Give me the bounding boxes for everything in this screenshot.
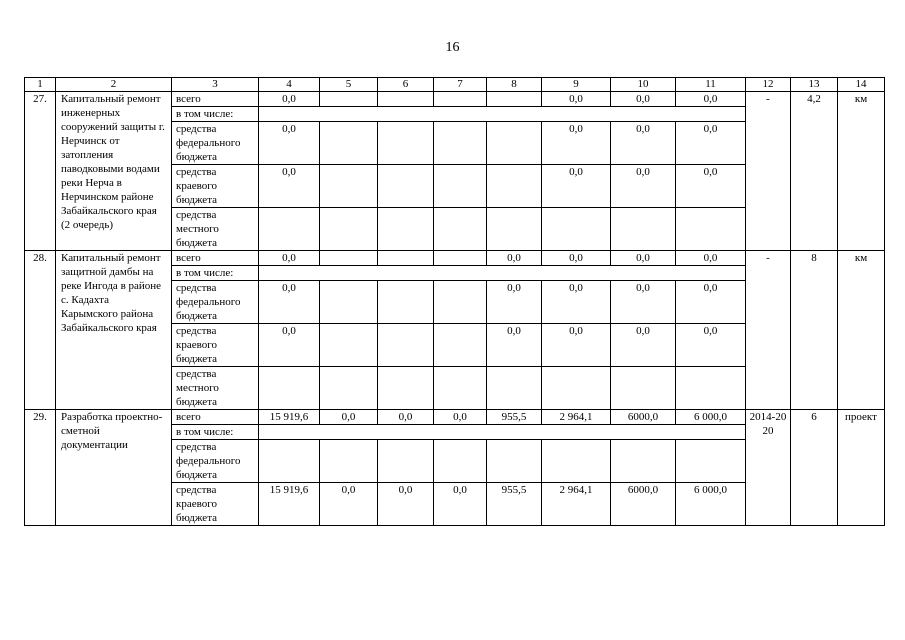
funding-source-label: в том числе:	[172, 425, 259, 440]
unit: км	[838, 251, 885, 410]
period: 2014-2020	[746, 410, 791, 526]
item-number: 28.	[25, 251, 56, 410]
value-col-4: 0,0	[259, 122, 320, 165]
value-col-9	[542, 367, 611, 410]
table-row	[25, 251, 885, 266]
value-col-4: 0,0	[259, 324, 320, 367]
value-col-6	[378, 440, 434, 483]
value-col-8	[487, 165, 542, 208]
value-col-5	[320, 367, 378, 410]
column-header-8: 8	[487, 78, 542, 92]
value-col-11	[676, 208, 746, 251]
value-col-9: 2 964,1	[542, 410, 611, 425]
value-col-10: 0,0	[611, 281, 676, 324]
value-col-9: 0,0	[542, 122, 611, 165]
value-col-8: 0,0	[487, 281, 542, 324]
item-name: Капитальный ремонт защитной дамбы на реке Ингода в районе с. Кадахта Карымского района Забайкальского края	[56, 251, 172, 410]
value-col-9: 0,0	[542, 251, 611, 266]
value-col-7	[434, 251, 487, 266]
program-table	[24, 77, 885, 526]
column-header-12: 12	[746, 78, 791, 92]
value-col-11	[676, 367, 746, 410]
value-col-7: 0,0	[434, 410, 487, 425]
value-col-5	[320, 92, 378, 107]
value-col-4	[259, 367, 320, 410]
value-col-5	[320, 165, 378, 208]
column-header-13: 13	[791, 78, 838, 92]
funding-source-label: в том числе:	[172, 107, 259, 122]
funding-source-label: средства местного бюджета	[172, 367, 259, 410]
value-col-9: 0,0	[542, 165, 611, 208]
value-col-5: 0,0	[320, 410, 378, 425]
value-col-6	[378, 367, 434, 410]
value-col-7	[434, 324, 487, 367]
value-col-10: 0,0	[611, 251, 676, 266]
value-col-5	[320, 281, 378, 324]
funding-source-label: средства краевого бюджета	[172, 165, 259, 208]
value-col-8	[487, 92, 542, 107]
value-col-5: 0,0	[320, 483, 378, 526]
table-row	[25, 410, 885, 425]
value-col-10: 0,0	[611, 122, 676, 165]
value-col-7: 0,0	[434, 483, 487, 526]
value-col-11: 0,0	[676, 324, 746, 367]
value-col-10	[611, 440, 676, 483]
item-name: Разработка проектно-сметной документации	[56, 410, 172, 526]
table-row	[25, 92, 885, 107]
value-col-6	[378, 122, 434, 165]
value-col-5	[320, 208, 378, 251]
value-col-8: 0,0	[487, 324, 542, 367]
value-col-9	[542, 208, 611, 251]
column-header-3: 3	[172, 78, 259, 92]
value-col-9: 0,0	[542, 281, 611, 324]
capacity: 4,2	[791, 92, 838, 251]
value-col-7	[434, 281, 487, 324]
item-number: 27.	[25, 92, 56, 251]
value-col-10	[611, 208, 676, 251]
value-col-8	[487, 122, 542, 165]
value-col-6	[378, 251, 434, 266]
value-col-5	[320, 122, 378, 165]
funding-source-label: средства федерального бюджета	[172, 122, 259, 165]
value-col-11: 0,0	[676, 92, 746, 107]
value-col-6	[378, 165, 434, 208]
value-col-4: 0,0	[259, 281, 320, 324]
value-col-11: 0,0	[676, 251, 746, 266]
value-col-10: 0,0	[611, 324, 676, 367]
item-number: 29.	[25, 410, 56, 526]
value-col-7	[434, 440, 487, 483]
value-col-9	[542, 440, 611, 483]
value-col-6	[378, 92, 434, 107]
values-span	[259, 266, 746, 281]
unit: проект	[838, 410, 885, 526]
value-col-4	[259, 208, 320, 251]
column-header-4: 4	[259, 78, 320, 92]
column-header-1: 1	[25, 78, 56, 92]
value-col-6	[378, 281, 434, 324]
funding-source-label: всего	[172, 92, 259, 107]
value-col-7	[434, 367, 487, 410]
funding-source-label: средства местного бюджета	[172, 208, 259, 251]
period: -	[746, 251, 791, 410]
column-header-6: 6	[378, 78, 434, 92]
header-row	[25, 78, 885, 92]
value-col-6: 0,0	[378, 410, 434, 425]
value-col-5	[320, 324, 378, 367]
values-span	[259, 425, 746, 440]
value-col-10: 0,0	[611, 165, 676, 208]
funding-source-label: средства краевого бюджета	[172, 324, 259, 367]
value-col-11: 0,0	[676, 122, 746, 165]
values-span	[259, 107, 746, 122]
capacity: 6	[791, 410, 838, 526]
column-header-14: 14	[838, 78, 885, 92]
value-col-5	[320, 440, 378, 483]
value-col-8	[487, 440, 542, 483]
value-col-7	[434, 92, 487, 107]
value-col-7	[434, 122, 487, 165]
column-header-2: 2	[56, 78, 172, 92]
funding-source-label: всего	[172, 251, 259, 266]
column-header-11: 11	[676, 78, 746, 92]
value-col-8: 0,0	[487, 251, 542, 266]
unit: км	[838, 92, 885, 251]
value-col-9: 0,0	[542, 92, 611, 107]
value-col-6	[378, 208, 434, 251]
funding-source-label: средства федерального бюджета	[172, 440, 259, 483]
capacity: 8	[791, 251, 838, 410]
value-col-4: 15 919,6	[259, 410, 320, 425]
value-col-11	[676, 440, 746, 483]
value-col-4: 0,0	[259, 165, 320, 208]
value-col-4	[259, 440, 320, 483]
period: -	[746, 92, 791, 251]
value-col-10: 6000,0	[611, 483, 676, 526]
item-name: Капитальный ремонт инженерных сооружений защиты г. Нерчинск от затопления паводковыми водами реки Нерча в Нерчинском районе Забайкальского края (2 очередь)	[56, 92, 172, 251]
column-header-7: 7	[434, 78, 487, 92]
value-col-10: 6000,0	[611, 410, 676, 425]
value-col-10: 0,0	[611, 92, 676, 107]
value-col-9: 2 964,1	[542, 483, 611, 526]
value-col-7	[434, 208, 487, 251]
funding-source-label: средства федерального бюджета	[172, 281, 259, 324]
value-col-11: 0,0	[676, 165, 746, 208]
value-col-6: 0,0	[378, 483, 434, 526]
value-col-6	[378, 324, 434, 367]
value-col-4: 0,0	[259, 251, 320, 266]
value-col-8: 955,5	[487, 410, 542, 425]
funding-source-label: всего	[172, 410, 259, 425]
column-header-10: 10	[611, 78, 676, 92]
value-col-8	[487, 367, 542, 410]
value-col-11: 0,0	[676, 281, 746, 324]
funding-source-label: средства краевого бюджета	[172, 483, 259, 526]
value-col-8	[487, 208, 542, 251]
value-col-8: 955,5	[487, 483, 542, 526]
column-header-9: 9	[542, 78, 611, 92]
value-col-9: 0,0	[542, 324, 611, 367]
funding-source-label: в том числе:	[172, 266, 259, 281]
value-col-11: 6 000,0	[676, 410, 746, 425]
value-col-4: 0,0	[259, 92, 320, 107]
value-col-11: 6 000,0	[676, 483, 746, 526]
value-col-4: 15 919,6	[259, 483, 320, 526]
value-col-5	[320, 251, 378, 266]
page-number: 16	[445, 40, 460, 55]
value-col-10	[611, 367, 676, 410]
column-header-5: 5	[320, 78, 378, 92]
value-col-7	[434, 165, 487, 208]
